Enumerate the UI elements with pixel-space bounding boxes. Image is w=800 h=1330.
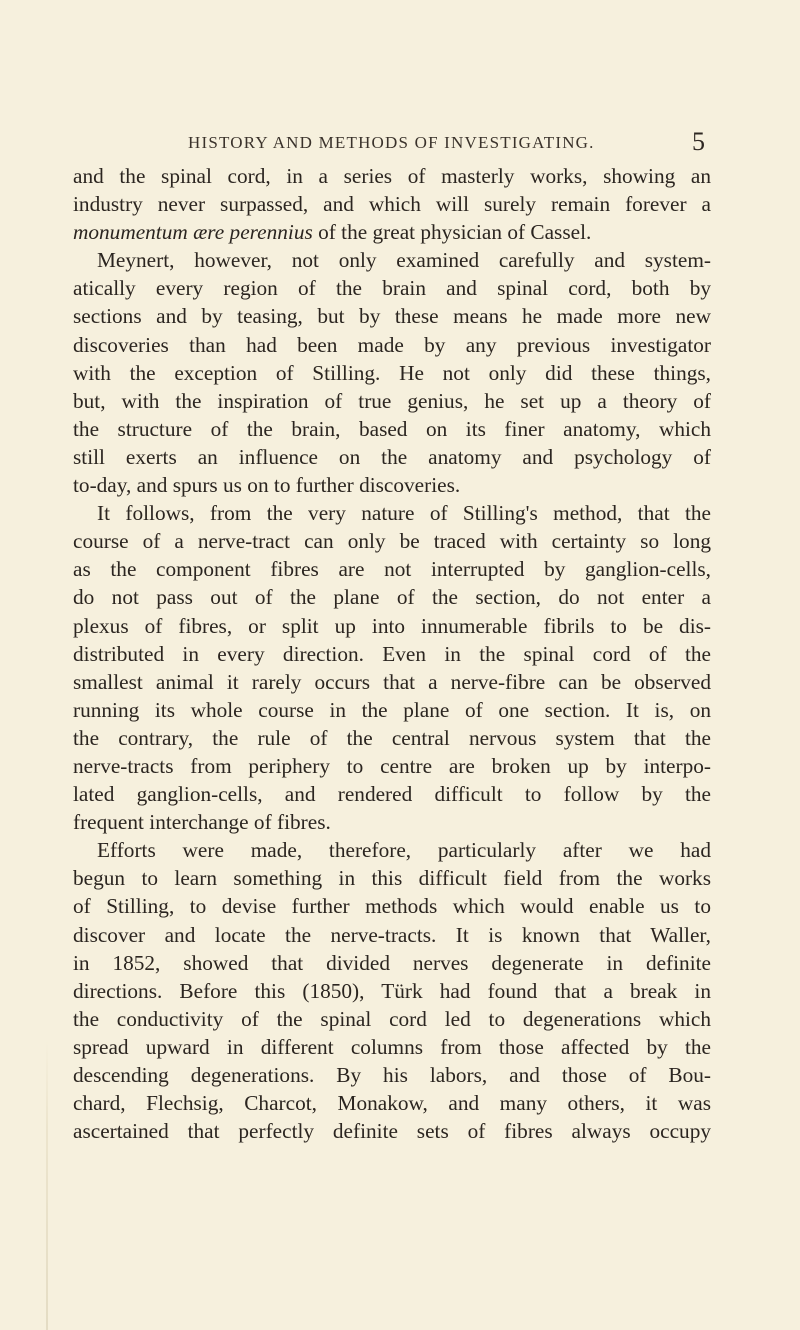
paragraph-start: It follows, from the very nature of Stilling's method, that the: [97, 501, 711, 526]
paragraph-start: Efforts were made, therefore, particularly after we had: [97, 838, 711, 863]
text-line: with the exception of Stilling. He not only did these things,: [73, 360, 711, 385]
text-line: as the component fibres are not interrupted by ganglion-cells,: [73, 557, 711, 582]
text-line: smallest animal it rarely occurs that a nerve-fibre can be observed: [73, 669, 711, 694]
text-line: of Stilling, to devise further methods which would enable us to: [73, 894, 711, 919]
text-line: lated ganglion-cells, and rendered difficult to follow by the: [73, 782, 711, 807]
text-line: monumentum ære perennius of the great physician of Cassel.: [73, 220, 592, 245]
text-line: the contrary, the rule of the central nervous system that the: [73, 725, 711, 750]
page-number: 5: [692, 127, 705, 156]
text-line: the conductivity of the spinal cord led to degenerations which: [73, 1006, 711, 1031]
text-line: distributed in every direction. Even in the spinal cord of the: [73, 641, 711, 666]
paragraph-start: Meynert, however, not only examined carefully and system-: [97, 248, 711, 273]
text-line: do not pass out of the plane of the section, do not enter a: [73, 585, 711, 610]
text-line: plexus of fibres, or split up into innumerable fibrils to be dis-: [73, 613, 711, 638]
text-line: ascertained that perfectly definite sets of fibres always occupy: [73, 1119, 711, 1144]
text-line: begun to learn something in this difficult field from the works: [73, 866, 711, 891]
text-line: the structure of the brain, based on its finer anatomy, which: [73, 416, 711, 441]
text-line: in 1852, showed that divided nerves degenerate in definite: [73, 950, 711, 975]
page-edge-shadow: [46, 1040, 48, 1330]
text-line: discover and locate the nerve-tracts. It is known that Waller,: [73, 922, 711, 947]
text-line: sections and by teasing, but by these means he made more new: [73, 304, 711, 329]
text-line: spread upward in different columns from those affected by the: [73, 1034, 711, 1059]
text-line: directions. Before this (1850), Türk had found that a break in: [73, 978, 711, 1003]
text-line: to-day, and spurs us on to further discoveries.: [73, 473, 461, 498]
latin-phrase: monumentum ære perennius: [73, 220, 313, 245]
running-head: HISTORY AND METHODS OF INVESTIGATING.: [188, 133, 595, 152]
text-line: descending degenerations. By his labors, and those of Bou-: [73, 1063, 711, 1087]
text-line: nerve-tracts from periphery to centre are broken up by interpo-: [73, 753, 711, 778]
text-line: and the spinal cord, in a series of masterly works, showing an: [73, 164, 711, 188]
text-line: but, with the inspiration of true genius, he set up a theory of: [73, 388, 711, 413]
text-line: frequent interchange of fibres.: [73, 810, 331, 835]
text-line: industry never surpassed, and which will surely remain forever a: [73, 192, 711, 217]
text-line: discoveries than had been made by any previous investigator: [73, 332, 711, 357]
text-line: still exerts an influence on the anatomy and psychology of: [73, 444, 711, 469]
text-line: atically every region of the brain and spinal cord, both by: [73, 276, 711, 301]
body-text: [73, 162, 711, 1145]
text-line: running its whole course in the plane of one section. It is, on: [73, 697, 711, 722]
text-line: chard, Flechsig, Charcot, Monakow, and many others, it was: [73, 1091, 711, 1116]
text-line: course of a nerve-tract can only be traced with certainty so long: [73, 529, 711, 554]
